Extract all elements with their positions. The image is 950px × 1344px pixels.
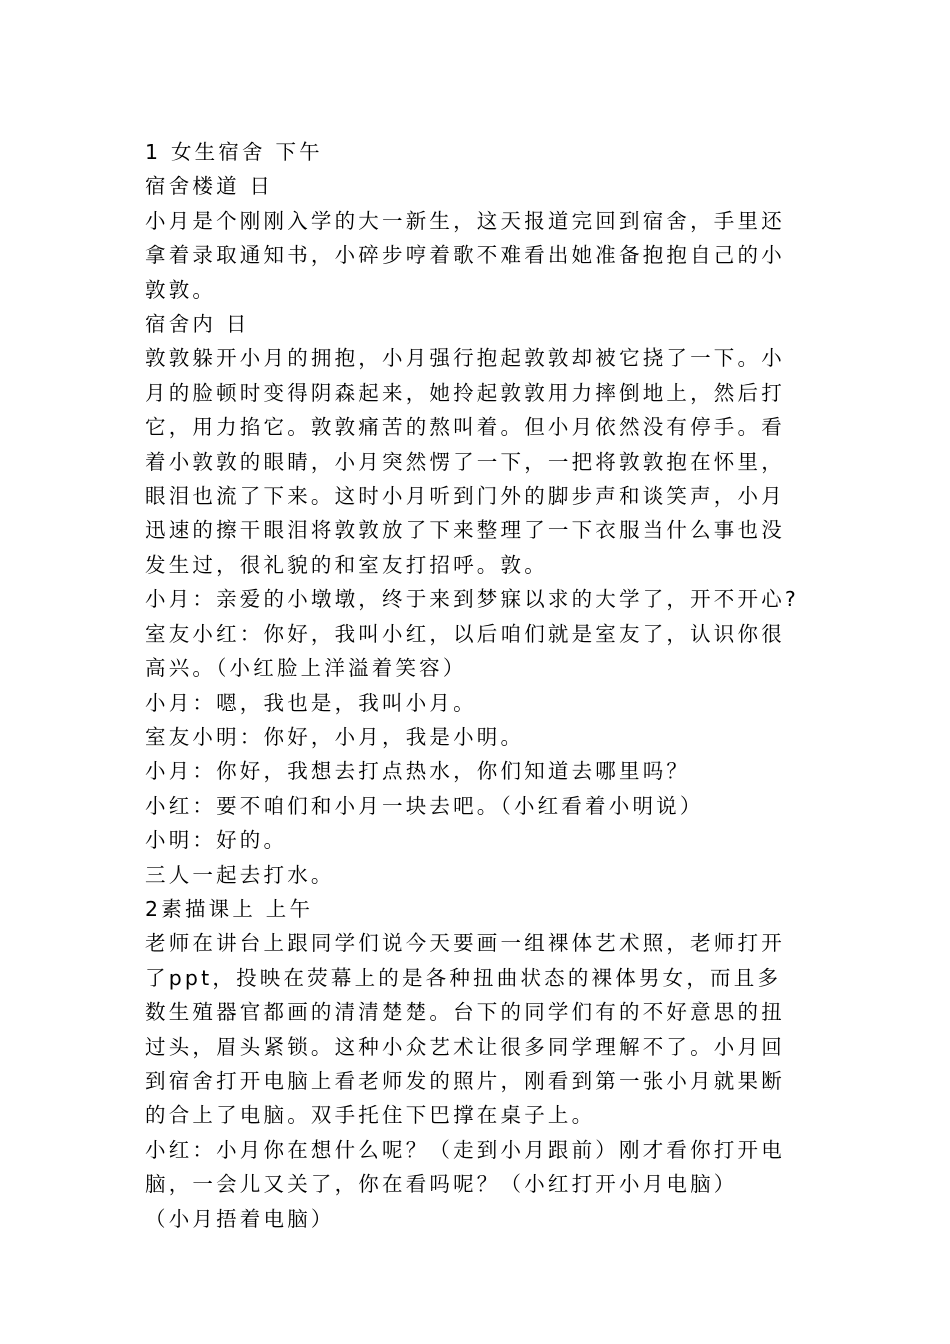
paragraph-line: 着小敦敦的眼睛，小月突然愣了一下，一把将敦敦抱在怀里， [145, 449, 785, 474]
dialogue-line: 小月：亲爱的小墩墩，终于来到梦寐以求的大学了，开不开心? [145, 587, 799, 612]
dialogue-line: 小月：嗯，我也是，我叫小月。 [145, 690, 477, 715]
paragraph-line: 敦敦。 [145, 277, 217, 302]
document-page [145, 135, 815, 1236]
stage-direction: （小月捂着电脑） [145, 1206, 335, 1231]
scene-heading-1: 1 女生宿舍 下午 [145, 140, 323, 164]
paragraph-line: 眼泪也流了下来。这时小月听到门外的脚步声和谈笑声，小月 [145, 484, 785, 509]
action-line: 三人一起去打水。 [145, 862, 335, 887]
paragraph-line: 的合上了电脑。双手托住下巴撑在桌子上。 [145, 1103, 596, 1128]
dialogue-line: 高兴。（小红脸上洋溢着笑容） [145, 656, 467, 681]
dialogue-line: 小明：好的。 [145, 828, 288, 853]
dialogue-line: 脑，一会儿又关了，你在看吗呢？（小红打开小月电脑） [145, 1172, 738, 1197]
scene-heading-2: 2素描课上 上午 [145, 896, 314, 921]
dialogue-line: 小月：你好，我想去打点热水，你们知道去哪里吗？ [145, 759, 691, 784]
paragraph-line: 了ppt，投映在荧幕上的是各种扭曲状态的裸体男女，而且多 [145, 965, 782, 990]
paragraph-line: 拿着录取通知书，小碎步哼着歌不难看出她准备抱抱自己的小 [145, 243, 785, 268]
location-hallway: 宿舍楼道 日 [145, 174, 274, 199]
paragraph-line: 敦敦躲开小月的拥抱，小月强行抱起敦敦却被它挠了一下。小 [145, 346, 785, 371]
paragraph-line: 到宿舍打开电脑上看老师发的照片，刚看到第一张小月就果断 [145, 1068, 785, 1093]
location-dorm-inside: 宿舍内 日 [145, 312, 250, 337]
paragraph-line: 月的脸顿时变得阴森起来，她拎起敦敦用力摔倒地上，然后打 [145, 380, 785, 405]
paragraph-line: 数生殖器官都画的清清楚楚。台下的同学们有的不好意思的扭 [145, 1000, 785, 1025]
paragraph-line: 迅速的擦干眼泪将敦敦放了下来整理了一下衣服当什么事也没 [145, 518, 785, 543]
dialogue-line: 小红：要不咱们和小月一块去吧。（小红看着小明说） [145, 793, 704, 818]
paragraph-line: 发生过，很礼貌的和室友打招呼。敦。 [145, 552, 548, 577]
dialogue-line: 小红：小月你在想什么呢？（走到小月跟前）刚才看你打开电 [145, 1137, 785, 1162]
dialogue-line: 室友小红：你好，我叫小红，以后咱们就是室友了，认识你很 [145, 621, 785, 646]
paragraph-line: 小月是个刚刚入学的大一新生，这天报道完回到宿舍，手里还 [145, 208, 785, 233]
paragraph-line: 老师在讲台上跟同学们说今天要画一组裸体艺术照，老师打开 [145, 931, 785, 956]
paragraph-line: 它，用力掐它。敦敦痛苦的熬叫着。但小月依然没有停手。看 [145, 415, 785, 440]
paragraph-line: 过头，眉头紧锁。这种小众艺术让很多同学理解不了。小月回 [145, 1034, 785, 1059]
dialogue-line: 室友小明：你好，小月，我是小明。 [145, 724, 525, 749]
